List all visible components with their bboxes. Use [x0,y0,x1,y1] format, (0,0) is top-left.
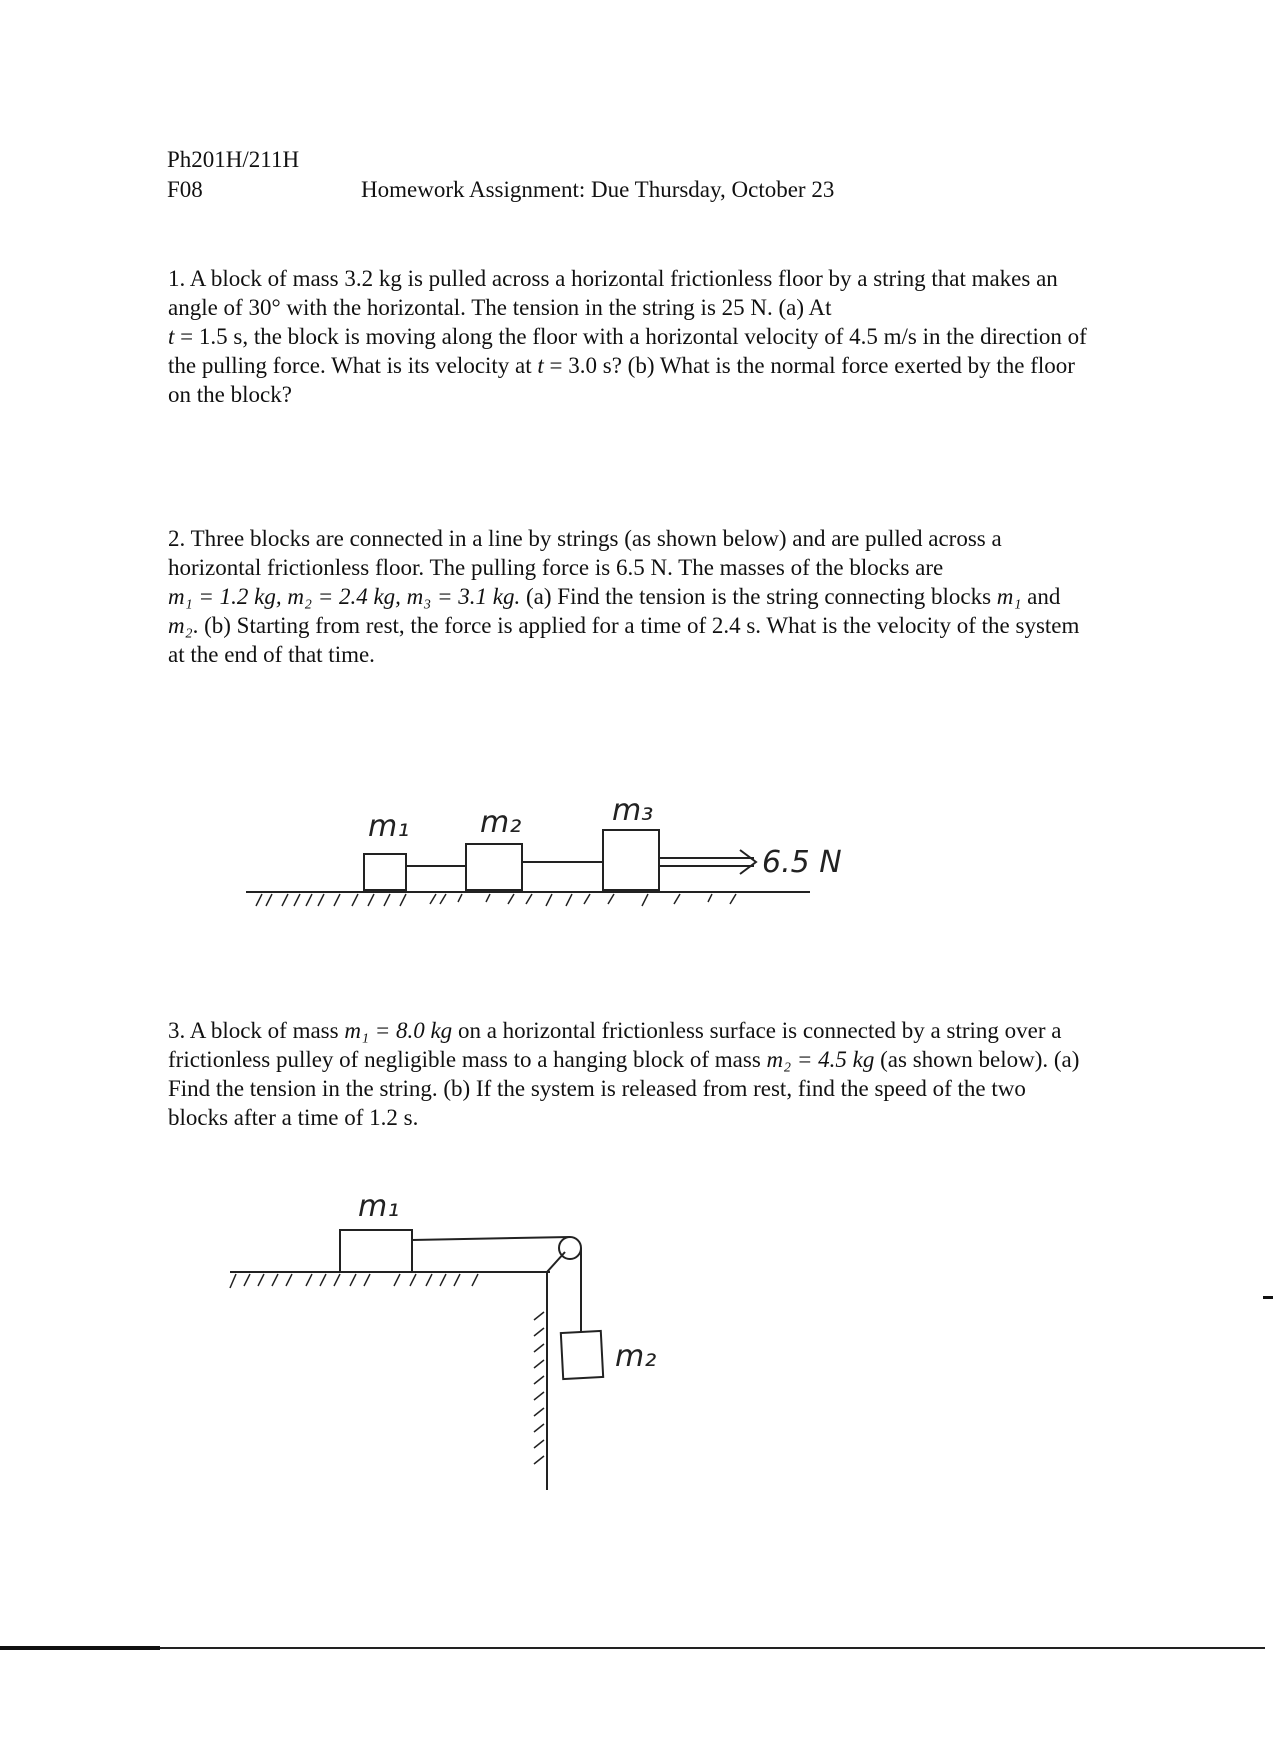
problem-2 [168,524,1088,669]
problem-1-number: 1. [168,266,186,291]
force-arrow [659,850,756,874]
problem-1-text [168,264,1088,409]
floor-hatching [256,894,736,906]
problem-2-text [168,524,1088,669]
diagram-three-blocks [240,780,880,930]
bottom-scan-line [0,1647,1265,1649]
diagram2-label-m3: m₃ [612,793,654,828]
problem-2-text-a: Three blocks are connected in a line by strings (as shown below) and are pulled across a horizontal frictionless floor. The pulling force is 6.5 N. The masses of the blocks are [168,526,1002,580]
problem-2-m2: m₂ [168,613,193,638]
problem-3-text [168,1016,1088,1132]
diagram2-label-m1: m₁ [368,809,410,844]
term-code: F08 [167,177,203,202]
diagram3-label-m2: m₂ [615,1339,657,1374]
problem-3-text-c: (as shown below). (a) Find the tension in the string. (b) If the system is released from rest, find the speed of the two blocks after a time of 1.2 s. [168,1047,1080,1130]
problem-1-text-b: = 1.5 s, the block is moving along the floor with a horizontal velocity of 4.5 m/s in the direction of the pulling force. What is its velocity at [168,324,1087,378]
course-code: Ph201H/211H [167,147,300,172]
table-hatching [230,1274,478,1288]
problem-2-and: and [1027,584,1061,609]
problem-2-masses: m₁ = 1.2 kg, m₂ = 2.4 kg, m₃ = 3.1 kg. [168,584,521,609]
right-edge-mark [1263,1296,1273,1299]
problem-1-t-variable-2: t [537,353,544,378]
problem-2-m1: m₁ [996,584,1022,609]
string-horizontal [412,1237,570,1240]
problem-2-text-b: (a) Find the tension is the string connecting blocks [526,584,992,609]
block-m1 [340,1230,412,1272]
block-m2 [466,844,522,890]
problem-2-number: 2. [168,526,186,551]
block-m2 [561,1331,603,1379]
problem-3-m1-value: m₁ = 8.0 kg [344,1018,453,1043]
bottom-scan-line-thick [0,1646,160,1650]
problem-1-text-c: = 3.0 s? (b) What is the normal force exerted by the floor on the block? [168,353,1075,407]
problem-1-t-variable: t [168,324,175,349]
pulley-wheel [559,1237,581,1259]
problem-1-text-a: A block of mass 3.2 kg is pulled across a horizontal frictionless floor by a string that makes an angle of 30° with the horizontal. The tension in the string is 25 N. (a) At [168,266,1058,320]
assignment-title: Homework Assignment: Due Thursday, October 23 [361,177,835,202]
problem-3-text-a: A block of mass [189,1018,339,1043]
problem-3 [168,1016,1088,1132]
diagram-pulley [220,1180,700,1500]
problem-3-number: 3. [168,1018,186,1043]
force-label: 6.5 N [762,845,842,880]
block-m1 [364,854,406,890]
problem-1 [168,264,1088,409]
diagram2-label-m2: m₂ [480,805,522,840]
problem-3-m2-value: m₂ = 4.5 kg [766,1047,875,1072]
problem-2-text-c: . (b) Starting from rest, the force is applied for a time of 2.4 s. What is the velocity of the system at the end of that time. [168,613,1080,667]
diagram3-label-m1: m₁ [358,1189,400,1224]
problem-3-text-b: on a horizontal frictionless surface is connected by a string over a frictionless pulley of negligible mass to a hanging block of mass [168,1018,1062,1072]
block-m3 [603,830,659,890]
wall-hatching [534,1312,544,1464]
